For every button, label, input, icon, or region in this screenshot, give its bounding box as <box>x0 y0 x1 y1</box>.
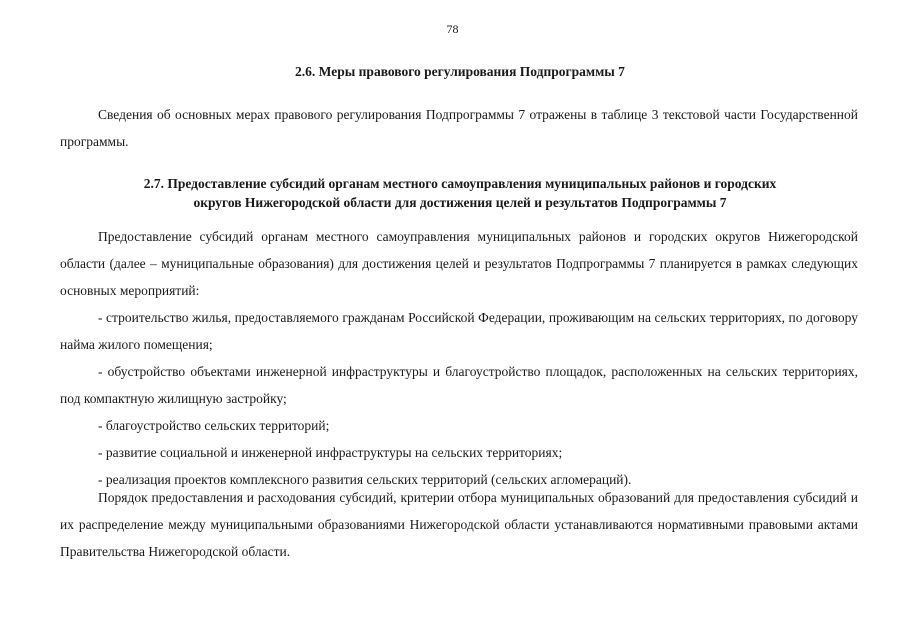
list-item: - строительство жилья, предоставляемого гражданам Российской Федерации, проживающим на сельских территориях, по договору найма жилого помещения; <box>60 310 858 352</box>
section-heading-2-7-line2: округов Нижегородской области для достижения целей и результатов Подпрограммы 7 <box>193 195 727 210</box>
measures-list <box>60 304 858 493</box>
page-number: 78 <box>446 22 459 36</box>
section-heading-2-6: 2.6. Меры правового регулирования Подпрограммы 7 <box>295 64 625 79</box>
list-item: - благоустройство сельских территорий; <box>98 418 330 433</box>
paragraph-subsidies-procedure: Порядок предоставления и расходования субсидий, критерии отбора муниципальных образований для предоставления субсидий и их распределение между муниципальными образованиями Нижегородской области устанавливаются нормативными правовыми актами Правительства Нижегородской области. <box>60 490 858 559</box>
paragraph-subsidies-intro: Предоставление субсидий органам местного самоуправления муниципальных районов и городских округов Нижегородской области (далее – муниципальные образования) для достижения целей и результатов Подпрограммы 7 планируется в рамках следующих основных мероприятий: <box>60 229 858 298</box>
list-item: - реализация проектов комплексного развития сельских территорий (сельских агломераций). <box>98 472 632 487</box>
list-item: - развитие социальной и инженерной инфраструктуры на сельских территориях; <box>98 445 563 460</box>
paragraph-legal-measures: Сведения об основных мерах правового регулирования Подпрограммы 7 отражены в таблице 3 текстовой части Государственной программы. <box>60 107 858 149</box>
list-item: - обустройство объектами инженерной инфраструктуры и благоустройство площадок, расположенных на сельских территориях, под компактную жилищную застройку; <box>60 364 858 406</box>
section-heading-2-7 <box>60 174 860 212</box>
section-heading-2-7-line1: 2.7. Предоставление субсидий органам местного самоуправления муниципальных районов и городских <box>143 176 777 191</box>
